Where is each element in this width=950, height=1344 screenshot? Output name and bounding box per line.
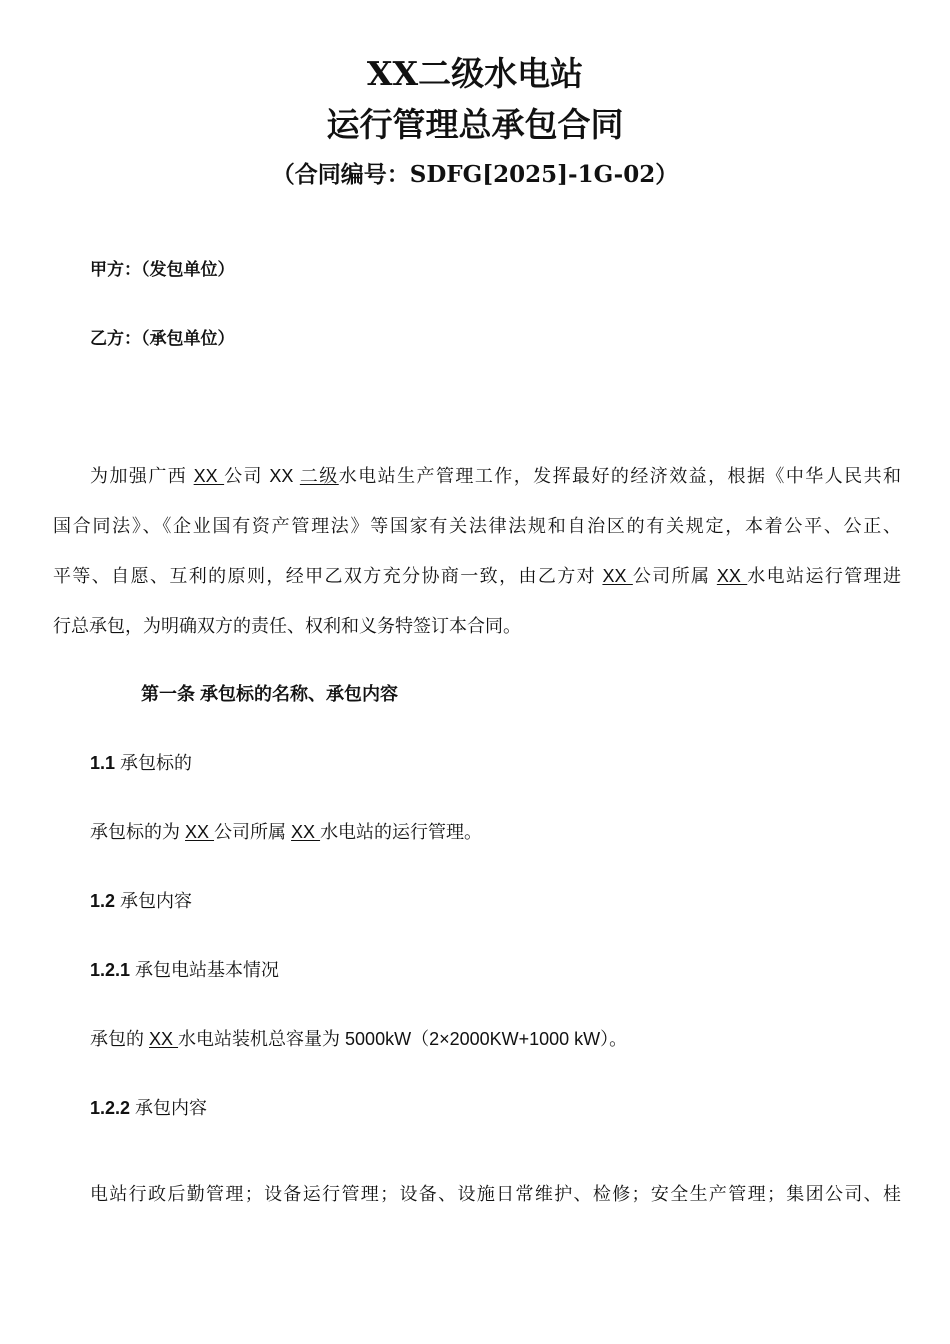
text-run: 水电站的运行管理。 <box>320 822 483 842</box>
text-run: 公司所属 <box>214 822 292 842</box>
section-1-2-2-heading <box>90 1095 207 1121</box>
text-run: 公司 XX <box>224 466 300 486</box>
preamble-line-4: 行总承包，为明确双方的责任、权利和义务特签订本合同。 <box>53 616 521 636</box>
text-run: 承包的 <box>90 1029 150 1049</box>
section-number: 1.2.1 <box>90 960 131 980</box>
section-1-1-heading <box>90 750 192 776</box>
title-line-2: 运行管理总承包合同 <box>326 105 624 144</box>
preamble-line-2: 国合同法》、《企业国有资产管理法》等国家有关法律法规和自治区的有关规定，本着公平、公正、 <box>53 516 901 536</box>
section-number: 1.2 <box>90 891 116 911</box>
text-run: 水电站生产管理工作，发挥最好的经济效益，根据《中华人民共和 <box>338 466 902 486</box>
underlined-text: XX <box>149 1029 179 1049</box>
section-number: 1.1 <box>90 753 116 773</box>
underlined-text: XX <box>185 822 215 842</box>
text-run: 公司所属 <box>632 566 717 586</box>
underlined-text: XX <box>716 566 748 586</box>
text-run: 水电站装机总容量为 5000kW（2×2000KW+1000 kW）。 <box>178 1029 628 1049</box>
article-1-heading: 第一条 承包标的名称、承包内容 <box>141 684 398 704</box>
title-line-1: XX二级水电站 <box>366 54 584 93</box>
section-1-1-text <box>90 819 482 845</box>
section-number: 1.2.2 <box>90 1098 131 1118</box>
party-a: 甲方：（发包单位） <box>90 260 235 279</box>
text-run: 平等、自愿、互利的原则，经甲乙双方充分协商一致，由乙方对 <box>53 566 603 586</box>
preamble-line-3 <box>53 563 901 589</box>
section-label: 承包内容 <box>130 1098 208 1118</box>
section-label: 承包内容 <box>115 891 193 911</box>
section-label: 承包电站基本情况 <box>130 960 280 980</box>
section-label: 承包标的 <box>115 753 193 773</box>
text-run: 承包标的为 <box>90 822 186 842</box>
section-1-2-heading <box>90 888 192 914</box>
text-run: 水电站运行管理进 <box>747 566 902 586</box>
section-1-2-1-text <box>90 1026 627 1052</box>
section-1-2-1-heading <box>90 957 279 983</box>
party-b: 乙方：（承包单位） <box>90 329 235 348</box>
underlined-text: XX <box>193 466 225 486</box>
underlined-text: XX <box>291 822 321 842</box>
underlined-text: XX <box>602 566 633 586</box>
preamble-line-1 <box>90 463 901 489</box>
underlined-text: 二级 <box>299 466 339 486</box>
section-1-2-2-text: 电站行政后勤管理；设备运行管理；设备、设施日常维护、检修；安全生产管理；集团公司、桂 <box>90 1184 901 1204</box>
contract-number: （合同编号：SDFG[2025]-1G-02） <box>271 161 679 188</box>
text-run: 为加强广西 <box>90 466 194 486</box>
